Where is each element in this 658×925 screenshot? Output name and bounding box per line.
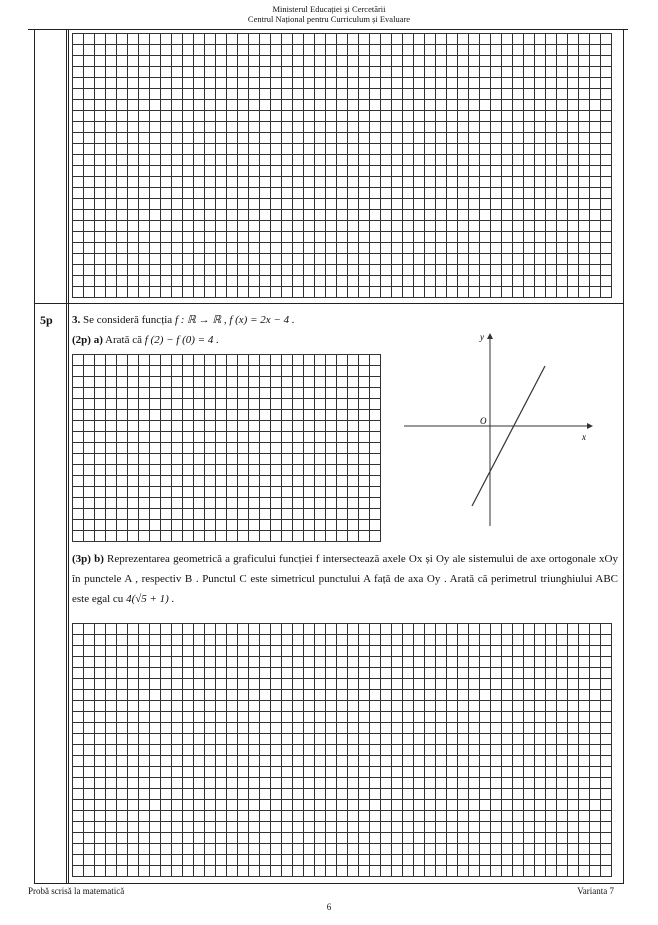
part-a-points: (2p) (72, 334, 91, 346)
part-a-label: a) (93, 334, 103, 346)
part-a-equation: f (2) − f (0) = 4 . (144, 334, 219, 346)
part-b-expression: 4(√5 + 1) . (126, 593, 175, 605)
answer-grid-part-a[interactable] (72, 354, 381, 542)
part-a (72, 333, 219, 347)
footer-left: Probă scrisă la matematică (28, 886, 125, 896)
answer-grid-part-b[interactable] (72, 623, 612, 877)
problem-separator (34, 303, 623, 304)
problem-statement (72, 313, 295, 327)
part-b-points: (3p) (72, 553, 91, 565)
header-ministry: Ministerul Educației și Cercetării (272, 4, 386, 14)
part-b-label: b) (94, 553, 104, 565)
part-b (72, 549, 618, 609)
y-axis-label: y (480, 332, 484, 342)
part-a-text: Arată că (105, 334, 142, 346)
statement-text: Se consideră funcția (83, 314, 173, 326)
function-graph (400, 328, 600, 528)
answer-grid-previous[interactable] (72, 33, 612, 298)
part-b-text: Reprezentarea geometrică a graficului funcției f intersectează axele Ox și Oy ale sistemului de axe ortogonale xOy în punctele A , respectiv B . Punctul C este simetricul punctului A față de axa Oy . Arată că perimetrul triunghiului ABC este egal cu (72, 553, 618, 605)
function-definition: f : ℝ → ℝ , f (x) = 2x − 4 . (174, 314, 295, 326)
header-center: Centrul Național pentru Curriculum și Evaluare (247, 14, 411, 24)
footer-right: Varianta 7 (577, 886, 614, 896)
page-number: 6 (326, 902, 332, 912)
problem-points: 5p (40, 313, 53, 327)
x-axis-label: x (582, 432, 586, 442)
origin-label: O (480, 416, 487, 426)
problem-number: 3. (72, 314, 81, 326)
function-line (472, 366, 545, 506)
document-header (0, 4, 658, 24)
points-column-separator (66, 29, 69, 884)
